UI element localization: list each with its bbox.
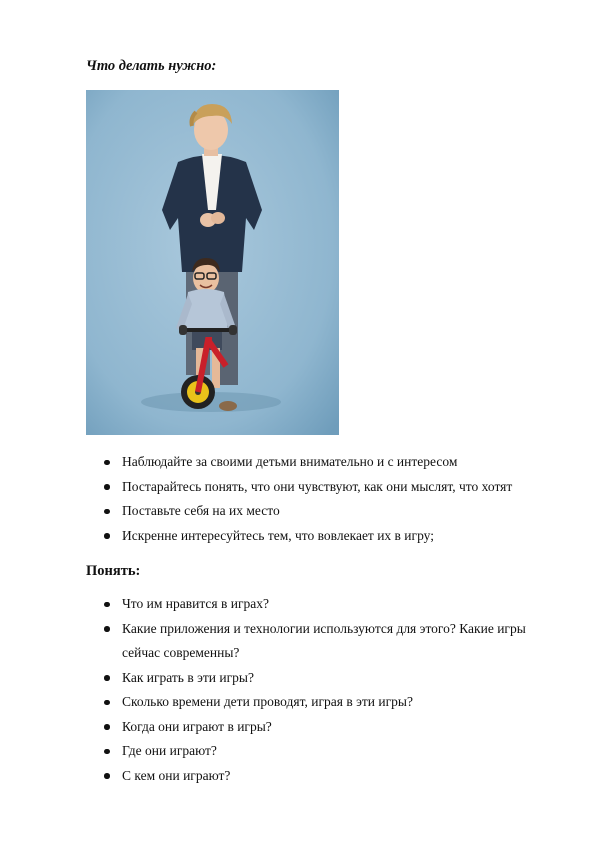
- bullet-icon: [104, 675, 110, 681]
- list-item: С кем они играют?: [0, 764, 600, 789]
- section-heading-understand: Понять:: [86, 563, 141, 579]
- bullet-icon: [104, 773, 110, 779]
- bullet-icon: [104, 700, 110, 706]
- list-item: Поставьте себя на их место: [0, 499, 600, 524]
- understand-list: [0, 592, 600, 788]
- photo-two-boys-balance-bike: [86, 90, 339, 435]
- bullet-icon: [104, 509, 110, 515]
- list-item: Сколько времени дети проводят, играя в эти игры?: [0, 690, 600, 715]
- list-item: Где они играют?: [0, 739, 600, 764]
- list-item: Наблюдайте за своими детьми внимательно и с интересом: [0, 450, 600, 475]
- list-item: Какие приложения и технологии используются для этого? Какие игры сейчас современны?: [0, 617, 600, 666]
- bullet-icon: [104, 460, 110, 466]
- list-item: Как играть в эти игры?: [0, 666, 600, 691]
- section-heading-todo: Что делать нужно:: [86, 58, 217, 74]
- bullet-icon: [104, 602, 110, 608]
- bullet-icon: [104, 724, 110, 730]
- list-item: Искренне интересуйтесь тем, что вовлекает их в игру;: [0, 524, 600, 549]
- todo-list: [0, 450, 600, 548]
- bullet-icon: [104, 533, 110, 539]
- list-item: Что им нравится в играх?: [0, 592, 600, 617]
- bullet-icon: [104, 484, 110, 490]
- bullet-icon: [104, 626, 110, 632]
- bullet-icon: [104, 749, 110, 755]
- list-item: Постарайтесь понять, что они чувствуют, как они мыслят, что хотят: [0, 475, 600, 500]
- list-item: Когда они играют в игры?: [0, 715, 600, 740]
